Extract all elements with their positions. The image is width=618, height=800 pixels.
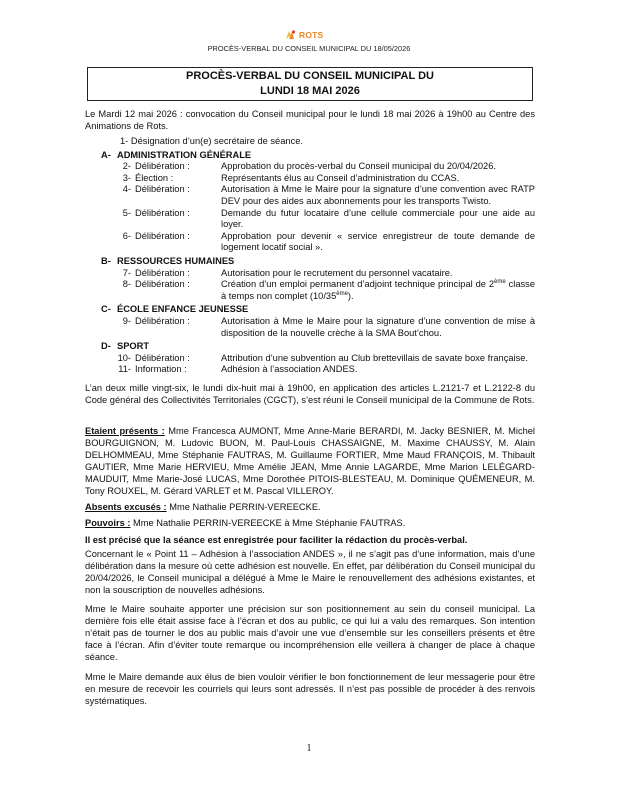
agenda-item-number: 5- xyxy=(122,207,131,218)
section-letter: C- xyxy=(101,304,111,315)
present-members xyxy=(85,426,535,497)
powers-list: Mme Nathalie PERRIN-VEREECKE à Mme Stéphanie FAUTRAS. xyxy=(130,518,406,528)
agenda-item-description: Représentants élus au Conseil d’administration du CCAS. xyxy=(221,172,460,183)
agenda-item xyxy=(85,279,535,302)
agenda-item-number: 6- xyxy=(122,230,131,241)
agenda-section-heading xyxy=(85,341,535,353)
agenda-section-heading xyxy=(85,256,535,268)
agenda-item-number: 4- xyxy=(122,184,131,195)
agenda-item-description: Autorisation à Mme le Maire pour la signature d’une convention avec RATP DEV pour des aides aux abonnements pour les transports Twisto. xyxy=(221,184,535,206)
agenda-item-type: Délibération : xyxy=(135,230,190,241)
agenda-section-heading xyxy=(85,150,535,162)
agenda-item xyxy=(85,208,535,231)
present-label: Etaient présents : xyxy=(85,426,165,436)
agenda-item xyxy=(85,364,535,376)
agenda-item xyxy=(85,353,535,365)
agenda-item-number: 7- xyxy=(122,267,131,278)
agenda-item-description: Adhésion à l’association ANDES. xyxy=(221,364,358,375)
description-part: ). xyxy=(347,290,354,301)
agenda-item-type: Délibération : xyxy=(135,161,190,172)
agenda-item-description: Autorisation à Mme le Maire pour la signature d’une convention de mise à disposition de la nouvelle crèche à la SMA Bout’chou. xyxy=(221,315,535,338)
title-box xyxy=(87,67,533,101)
paragraph-andes: Concernant le « Point 11 – Adhésion à l’association ANDES », il ne s’agit pas d’une information, mais d’une délibération dans la mesure où cette adhésion est nouvelle. En effet, par délibération du Conseil municipal du 20/04/2026, le Conseil municipal a délégué à Mme le Maire le renouvellement des adhésions existantes, et non la souscription de nouvelles adhésions. xyxy=(85,549,535,595)
description-part: classe à temps non complet (10/35 xyxy=(221,279,535,301)
section-letter: A- xyxy=(101,149,111,160)
agenda-item-number: 2- xyxy=(122,161,131,172)
agenda-item-type: Délibération : xyxy=(135,352,190,363)
superscript: ème xyxy=(336,290,348,297)
agenda-item xyxy=(85,231,535,254)
powers xyxy=(85,518,535,530)
agenda-item xyxy=(85,173,535,185)
description-part: Création d’un emploi permanent d’adjoint technique principal de 2 xyxy=(221,279,495,290)
agenda-item-description: Autorisation pour le recrutement du personnel vacataire. xyxy=(221,267,453,278)
agenda-item xyxy=(85,316,535,339)
agenda xyxy=(85,136,535,377)
agenda-item-description: Approbation pour devenir « service enregistreur de toute demande de logement locatif social ». xyxy=(221,230,535,253)
excused-members xyxy=(85,502,535,514)
title-line-2: LUNDI 18 MAI 2026 xyxy=(260,85,360,97)
agenda-item-number: 3- xyxy=(122,172,131,183)
paragraph-positioning: Mme le Maire souhaite apporter une précision sur son positionnement au sein du conseil municipal. La dernière fois elle était assise face à l’écran et dos au public, ce qui lui a valu des remarques. Son intention n’était pas de tourner le dos au public mais d’avoir une vue d’ensemble sur les conseillers présents et être face à l’écran. Afin d’éviter toute remarque ou incompréhension elle veillera à changer de place à chaque séance. xyxy=(85,604,535,662)
agenda-item-type: Délibération : xyxy=(135,279,190,290)
title-line-1: PROCÈS-VERBAL DU CONSEIL MUNICIPAL DU xyxy=(186,70,434,82)
agenda-section-heading xyxy=(85,304,535,316)
intro-paragraph: Le Mardi 12 mai 2026 : convocation du Conseil municipal pour le lundi 18 mai 2026 à 19h00 au Centre des Animations de Rots. xyxy=(85,109,535,131)
section-letter: D- xyxy=(101,341,111,352)
paragraph-messaging: Mme le Maire demande aux élus de bien vouloir vérifier le bon fonctionnement de leur messagerie pour être en mesure de recevoir les courriels qui leurs sont adressés. Il n’est pas possible de procéder à des renvois systématiques. xyxy=(85,672,535,706)
agenda-item-number: 8- xyxy=(122,279,131,290)
agenda-item xyxy=(85,161,535,173)
present-list: Mme Francesca AUMONT, Mme Anne-Marie BERARDI, M. Jacky BESNIER, M. Michel BOURGUIGNON, M. Ludovic BUON, M. Paul-Louis CHASSAIGNE, M. Maxime CHAUSSY, M. Alain DELHOMMEAU, Mme Stéphanie FAUTRAS, M. Guillaume FORTIER, Mme Maud FRANÇOIS, M. Thibault GAUTIER, Mme Marie HERVIEU, Mme Amélie JEAN, Mme Annie LAGARDE, Mme Marion LELÉGARD-MAUDUIT, Mme Marie-José LUCAS, Mme Dorothée PITOIS-BLESTEAU, M. Dominique QUÉMENEUR, M. Tony ROUXEL, M. Gérard VARLET et M. Pascal VILLEROY. xyxy=(85,426,535,496)
excused-label: Absents excusés : xyxy=(85,502,167,512)
powers-label: Pouvoirs : xyxy=(85,518,131,528)
logo-text: ROTS xyxy=(299,30,324,40)
recording-notice: Il est précisé que la séance est enregistrée pour faciliter la rédaction du procès-verbal. xyxy=(85,535,468,545)
agenda-item-description: Attribution d’une subvention au Club brettevillais de savate boxe française. xyxy=(221,352,528,363)
agenda-item-type: Délibération : xyxy=(135,315,190,326)
agenda-item-type: Information : xyxy=(135,364,187,375)
agenda-item-type: Élection : xyxy=(135,172,174,183)
agenda-item-number: 9- xyxy=(122,315,131,326)
agenda-item-type: Délibération : xyxy=(135,267,190,278)
section-title: SPORT xyxy=(117,341,150,352)
section-title: RESSOURCES HUMAINES xyxy=(117,255,235,266)
agenda-item-description: Demande du futur locataire d’une cellule commerciale pour une aide au loyer. xyxy=(221,207,535,230)
agenda-item-type: Délibération : xyxy=(135,207,190,218)
superscript: ème xyxy=(494,279,506,286)
logo-mark-icon xyxy=(284,29,296,41)
agenda-item xyxy=(85,268,535,280)
agenda-item-number: 10- xyxy=(117,352,131,363)
section-letter: B- xyxy=(101,255,111,266)
opening-paragraph: L’an deux mille vingt-six, le lundi dix-huit mai à 19h00, en application des articles L.2121-7 et L.2122-8 du Code général des Collectivités Territoriales (CGCT), s’est réuni le Conseil municipal de la Commune de Rots. xyxy=(85,383,535,405)
agenda-item-description xyxy=(221,279,535,302)
section-title: ADMINISTRATION GÉNÉRALE xyxy=(117,149,252,160)
agenda-item-description: Approbation du procès-verbal du Conseil municipal du 20/04/2026. xyxy=(221,161,496,172)
agenda-item-type: Délibération : xyxy=(135,184,190,195)
section-title: ÉCOLE ENFANCE JEUNESSE xyxy=(117,304,249,315)
agenda-item-1: 1- Désignation d’un(e) secrétaire de séance. xyxy=(120,136,303,146)
running-header: PROCÈS-VERBAL DU CONSEIL MUNICIPAL DU 18/05/2026 xyxy=(207,44,411,53)
agenda-item-number: 11- xyxy=(118,364,131,375)
excused-list: Mme Nathalie PERRIN-VEREECKE. xyxy=(166,502,321,512)
agenda-sections xyxy=(85,150,535,377)
page-number: 1 xyxy=(306,743,312,754)
municipal-logo xyxy=(284,29,323,41)
agenda-item xyxy=(85,184,535,207)
